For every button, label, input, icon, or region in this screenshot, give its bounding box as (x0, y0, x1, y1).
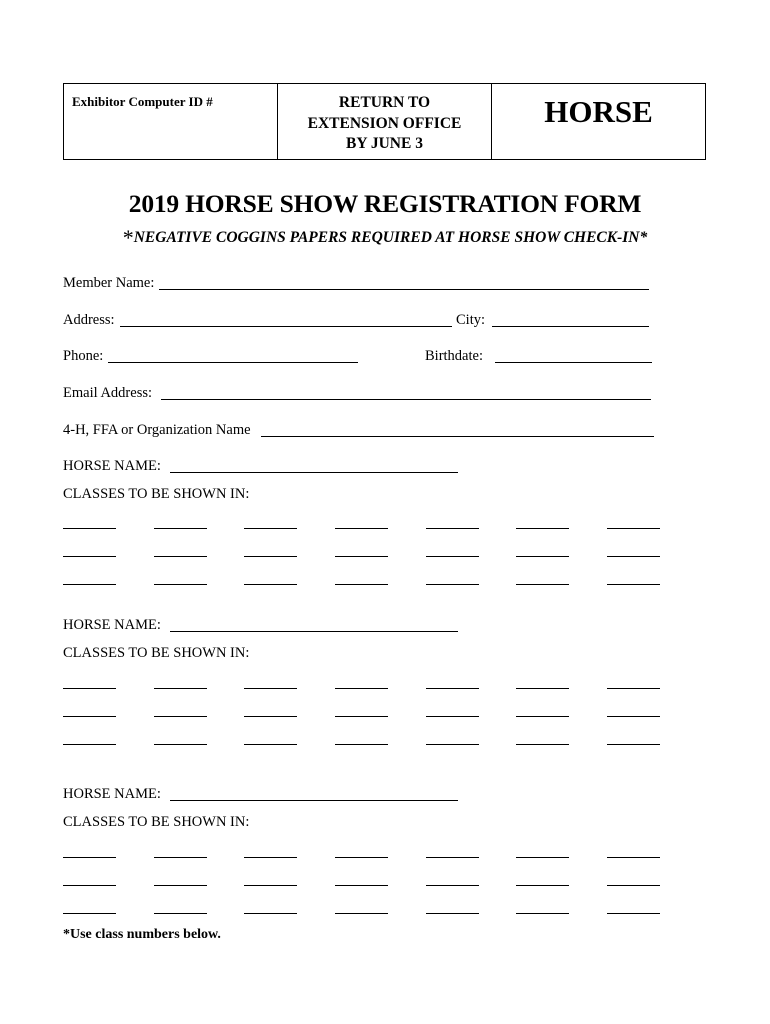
class-field[interactable] (154, 885, 207, 886)
class-field[interactable] (516, 744, 569, 745)
class-field[interactable] (244, 913, 297, 914)
class-field[interactable] (426, 716, 479, 717)
class-field[interactable] (516, 857, 569, 858)
class-field[interactable] (516, 716, 569, 717)
class-field[interactable] (244, 857, 297, 858)
horse-name-label: HORSE NAME: (63, 458, 161, 474)
class-field[interactable] (426, 744, 479, 745)
subtitle-star: * (122, 225, 134, 250)
class-field[interactable] (244, 584, 297, 585)
class-field[interactable] (607, 885, 660, 886)
class-field[interactable] (607, 744, 660, 745)
class-field[interactable] (63, 716, 116, 717)
class-field[interactable] (516, 584, 569, 585)
class-field[interactable] (154, 716, 207, 717)
class-field[interactable] (607, 688, 660, 689)
class-field[interactable] (154, 584, 207, 585)
form-title: 2019 HORSE SHOW REGISTRATION FORM (128, 189, 642, 218)
birthdate-field[interactable] (495, 348, 652, 363)
class-field[interactable] (244, 885, 297, 886)
class-field[interactable] (426, 556, 479, 557)
class-field[interactable] (63, 885, 116, 886)
horse-name-row (63, 617, 483, 635)
classes-label: CLASSES TO BE SHOWN IN: (63, 645, 250, 661)
footnote: *Use class numbers below. (63, 927, 221, 942)
class-field[interactable] (516, 528, 569, 529)
phone-label: Phone: (63, 348, 104, 364)
class-field[interactable] (335, 744, 388, 745)
organization-label: 4-H, FFA or Organization Name (63, 422, 251, 438)
horse-name-field[interactable] (170, 786, 458, 801)
class-field[interactable] (426, 528, 479, 529)
member-name-row (63, 275, 663, 293)
class-field[interactable] (63, 584, 116, 585)
class-field[interactable] (335, 688, 388, 689)
classes-row (63, 645, 363, 663)
category-cell (492, 84, 705, 159)
class-field[interactable] (244, 556, 297, 557)
email-label: Email Address: (63, 385, 153, 401)
class-field[interactable] (516, 885, 569, 886)
class-field[interactable] (63, 528, 116, 529)
class-field[interactable] (154, 688, 207, 689)
horse-name-field[interactable] (170, 617, 458, 632)
return-line-1: RETURN TO (338, 94, 431, 111)
horse-name-row (63, 458, 483, 476)
class-field[interactable] (63, 913, 116, 914)
city-field[interactable] (492, 312, 649, 327)
class-field[interactable] (335, 885, 388, 886)
horse-name-label: HORSE NAME: (63, 786, 161, 802)
classes-row (63, 814, 363, 832)
classes-row (63, 486, 363, 504)
organization-field[interactable] (261, 422, 654, 437)
class-field[interactable] (154, 528, 207, 529)
class-field[interactable] (335, 556, 388, 557)
class-field[interactable] (244, 716, 297, 717)
class-field[interactable] (63, 556, 116, 557)
exhibitor-id-cell[interactable] (64, 84, 278, 159)
class-field[interactable] (607, 857, 660, 858)
class-field[interactable] (335, 913, 388, 914)
class-field[interactable] (607, 913, 660, 914)
form-subtitle (0, 225, 770, 251)
class-field[interactable] (516, 556, 569, 557)
class-field[interactable] (426, 688, 479, 689)
class-field[interactable] (154, 744, 207, 745)
class-field[interactable] (607, 528, 660, 529)
return-instructions-cell (278, 84, 492, 159)
class-field[interactable] (516, 688, 569, 689)
class-field[interactable] (154, 857, 207, 858)
horse-name-label: HORSE NAME: (63, 617, 161, 633)
email-row (63, 385, 663, 403)
class-field[interactable] (426, 913, 479, 914)
class-field[interactable] (154, 556, 207, 557)
classes-label: CLASSES TO BE SHOWN IN: (63, 486, 250, 502)
class-field[interactable] (426, 857, 479, 858)
return-line-2: EXTENSION OFFICE (307, 114, 462, 132)
header-box (63, 83, 706, 160)
class-field[interactable] (335, 584, 388, 585)
class-field[interactable] (607, 556, 660, 557)
class-field[interactable] (154, 913, 207, 914)
class-field[interactable] (607, 584, 660, 585)
member-name-label: Member Name: (63, 275, 155, 291)
exhibitor-id-label: Exhibitor Computer ID # (72, 94, 213, 109)
phone-row (63, 348, 663, 366)
class-field[interactable] (607, 716, 660, 717)
class-field[interactable] (63, 688, 116, 689)
classes-label: CLASSES TO BE SHOWN IN: (63, 814, 250, 830)
address-field[interactable] (120, 312, 452, 327)
class-field[interactable] (426, 885, 479, 886)
email-field[interactable] (161, 385, 651, 400)
class-field[interactable] (63, 744, 116, 745)
horse-name-field[interactable] (170, 458, 458, 473)
class-field[interactable] (244, 744, 297, 745)
member-name-field[interactable] (159, 275, 649, 290)
class-field[interactable] (244, 688, 297, 689)
horse-name-row (63, 786, 483, 804)
class-field[interactable] (426, 584, 479, 585)
class-field[interactable] (63, 857, 116, 858)
phone-field[interactable] (108, 348, 358, 363)
class-field[interactable] (516, 913, 569, 914)
class-field[interactable] (244, 528, 297, 529)
class-field[interactable] (335, 857, 388, 858)
subtitle-text: NEGATIVE COGGINS PAPERS REQUIRED AT HORSE SHOW CHECK-IN* (133, 229, 648, 246)
address-label: Address: (63, 312, 115, 328)
organization-row (63, 422, 663, 440)
class-field[interactable] (335, 716, 388, 717)
city-label: City: (456, 312, 486, 328)
class-field[interactable] (335, 528, 388, 529)
return-line-3: BY JUNE 3 (346, 135, 423, 152)
address-row (63, 312, 663, 330)
category-label: HORSE (544, 94, 653, 129)
birthdate-label: Birthdate: (425, 348, 483, 364)
